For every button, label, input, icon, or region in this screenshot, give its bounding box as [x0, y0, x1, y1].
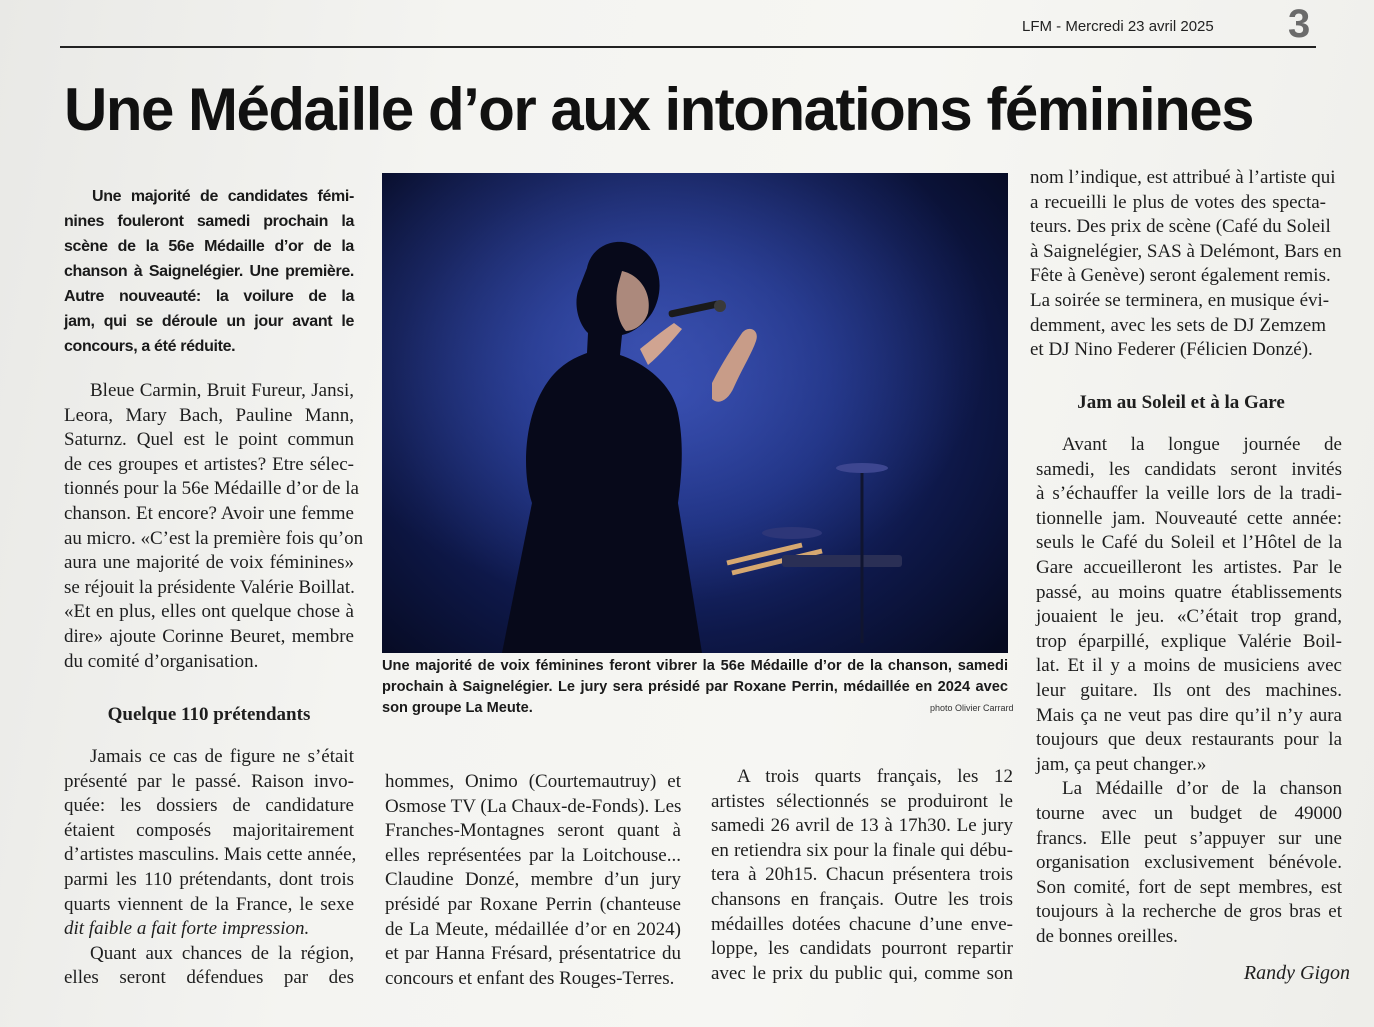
- text-line: Saturnz. Quel est le point commun: [64, 429, 354, 451]
- text-line: loppe, les candidats pourront repartir: [711, 938, 1013, 960]
- caption-line: Une majorité de voix féminines feront vibrer la 56e Médaille d’or de la chanson, samedi: [382, 658, 1008, 674]
- text-line: du comité d’organisation.: [64, 650, 259, 672]
- text-line: se réjouit la présidente Valérie Boillat.: [64, 576, 355, 598]
- text-line: Avant la longue journée de: [1062, 434, 1342, 455]
- text-line: demment, avec les sets de DJ Zemzem: [1030, 314, 1326, 336]
- text-line: «Et en plus, elles ont quelque chose à: [64, 601, 354, 623]
- lead-line: concours, a été réduite.: [64, 338, 236, 355]
- text-line: teurs. Des prix de scène (Café du Soleil: [1030, 216, 1331, 238]
- text-line: A trois quarts français, les 12: [737, 766, 1013, 787]
- column-1-paragraph-2: [64, 745, 357, 991]
- page-folio: LFM - Mercredi 23 avril 2025: [1022, 18, 1214, 35]
- text-line: tourne avec un budget de 49000: [1036, 802, 1342, 824]
- text-line: Leora, Mary Bach, Pauline Mann,: [64, 404, 354, 426]
- text-line: en retiendra six pour la finale qui débu-: [711, 839, 1013, 861]
- lead-line: Une majorité de candidates fémi-: [92, 188, 354, 205]
- column-4-paragraph-2: [1036, 433, 1342, 949]
- text-line: hommes, Onimo (Courtemautruy) et: [385, 771, 681, 792]
- lead-line: jam, qui se déroule un jour avant le: [64, 313, 354, 330]
- text-line: seuls le Café du Soleil et l’Hôtel de la: [1036, 532, 1342, 554]
- text-line: à Saignelégier, SAS à Delémont, Bars en: [1030, 240, 1342, 262]
- text-line: Jamais ce cas de figure ne s’était: [90, 746, 354, 767]
- column-1-paragraph-1: [64, 379, 364, 674]
- header-rule: [60, 46, 1316, 48]
- text-line: La soirée se terminera, en musique évi-: [1030, 289, 1330, 311]
- lead-line: scène de la 56e Médaille d’or de la: [64, 238, 354, 255]
- text-line: Quant aux chances de la région,: [90, 942, 354, 964]
- text-line: passé, au moins quatre établissements: [1036, 581, 1342, 603]
- article-headline: Une Médaille d’or aux intonations féminines: [64, 76, 1254, 143]
- text-line: trop éparpillé, explique Valérie Boil-: [1036, 630, 1342, 652]
- photo-caption: [382, 656, 1008, 719]
- text-line: dit faible a fait forte impression.: [64, 918, 310, 940]
- lead-line: Autre nouveauté: la voilure de la: [64, 288, 354, 305]
- text-line: artistes sélectionnés se produiront le: [711, 790, 1013, 812]
- text-line: a recueilli le plus de votes des specta-: [1030, 191, 1326, 213]
- text-line: et DJ Nino Federer (Félicien Donzé).: [1030, 339, 1313, 361]
- text-line: Mais ça ne veut pas dire qu’il n’y aura: [1036, 704, 1342, 726]
- text-line: samedi, les candidats seront invités: [1036, 458, 1342, 480]
- text-line: Claudine Donzé, membre d’un jury: [385, 869, 681, 891]
- author-signature: Randy Gigon: [1243, 962, 1350, 984]
- lead-line: chanson à Saignelégier. Une première.: [64, 263, 354, 280]
- text-line: La Médaille d’or de la chanson: [1062, 778, 1342, 800]
- article-photo: [382, 173, 1008, 653]
- text-line: toujours que deux restaurants pour la: [1036, 729, 1342, 751]
- text-line: elles seront défendues par des: [64, 967, 354, 989]
- text-line: Bleue Carmin, Bruit Fureur, Jansi,: [90, 380, 354, 401]
- text-line: quée: les dossiers de candidature: [64, 795, 354, 817]
- text-line: aura une majorité de voix féminines»: [64, 552, 354, 574]
- text-line: samedi 26 avril de 13 à 17h30. Le jury: [711, 815, 1013, 837]
- subhead-pretendants: Quelque 110 prétendants: [107, 704, 311, 725]
- lead-line: nines fouleront samedi prochain la: [64, 213, 354, 230]
- text-line: de ces groupes et artistes? Etre sélec-: [64, 453, 354, 475]
- text-line: elles représentées par la Loitchouse...: [385, 844, 681, 866]
- text-line: étaient composés majoritairement: [64, 819, 354, 841]
- column-4-paragraph-1: [1030, 166, 1342, 363]
- text-line: tera à 20h15. Chacun présentera trois: [711, 864, 1013, 886]
- text-line: quarts viennent de la France, le sexe: [64, 893, 354, 915]
- text-line: Franches-Montagnes seront quant à: [385, 820, 681, 842]
- article-lead: [64, 184, 354, 359]
- column-3: [711, 765, 1013, 986]
- text-line: lat. Et il y a moins de musiciens avec: [1036, 655, 1342, 677]
- text-line: jam, ça peut changer.»: [1036, 753, 1207, 775]
- text-line: jouaient le jeu. «C’était trop grand,: [1036, 606, 1342, 628]
- text-line: Gare accueilleront les artistes. Par le: [1036, 556, 1342, 578]
- text-line: organisation exclusivement bénévole.: [1036, 852, 1342, 874]
- text-line: Osmose TV (La Chaux-de-Fonds). Les: [385, 795, 682, 817]
- text-line: leur guitare. Ils ont des machines.: [1036, 679, 1342, 701]
- text-line: Son comité, fort de sept membres, est: [1036, 876, 1342, 898]
- text-line: médailles dotées chacune d’une enve-: [711, 913, 1013, 935]
- text-line: de bonnes oreilles.: [1036, 925, 1178, 947]
- text-line: tionnelle jam. Nouveauté cette année:: [1036, 507, 1342, 529]
- text-line: parmi les 110 prétendants, dont trois: [64, 868, 354, 890]
- photo-credit: photo Olivier Carrard: [930, 703, 1014, 713]
- text-line: chanson. Et encore? Avoir une femme: [64, 502, 354, 524]
- text-line: dire» ajoute Corinne Beuret, membre: [64, 625, 354, 647]
- text-line: de La Meute, médaillée d’or en 2024): [385, 918, 681, 940]
- caption-line: prochain à Saignelégier. Le jury sera présidé par Roxane Perrin, médaillée en 2024 avec: [382, 679, 1008, 695]
- text-line: présenté par le passé. Raison invo-: [64, 770, 354, 792]
- text-line: au micro. «C’est la première fois qu’on: [64, 527, 364, 549]
- text-line: francs. Elle peut s’appuyer sur une: [1036, 827, 1342, 849]
- text-line: d’artistes masculins. Mais cette année,: [64, 844, 357, 866]
- text-line: à s’échauffer la veille lors de la tradi-: [1036, 483, 1342, 505]
- text-line: concours et enfant des Rouges-Terres.: [385, 967, 675, 989]
- text-line: tionnés pour la 56e Médaille d’or de la: [64, 478, 359, 500]
- text-line: Fête à Genève) seront également remis.: [1030, 265, 1331, 287]
- page-number: 3: [1288, 2, 1311, 46]
- text-line: toujours à la recherche de gros bras et: [1036, 901, 1342, 923]
- text-line: avec le prix du public qui, comme son: [711, 962, 1013, 984]
- text-line: chansons en français. Outre les trois: [711, 888, 1013, 910]
- text-line: présidé par Roxane Perrin (chanteuse: [385, 893, 681, 915]
- singer-photo-illustration: [382, 173, 1008, 653]
- text-line: nom l’indique, est attribué à l’artiste qui: [1030, 167, 1336, 188]
- column-2: [385, 770, 681, 991]
- subhead-jam: Jam au Soleil et à la Gare: [1077, 392, 1285, 413]
- text-line: et par Hanna Frésard, présentatrice du: [385, 943, 681, 965]
- caption-line: son groupe La Meute.: [382, 700, 533, 716]
